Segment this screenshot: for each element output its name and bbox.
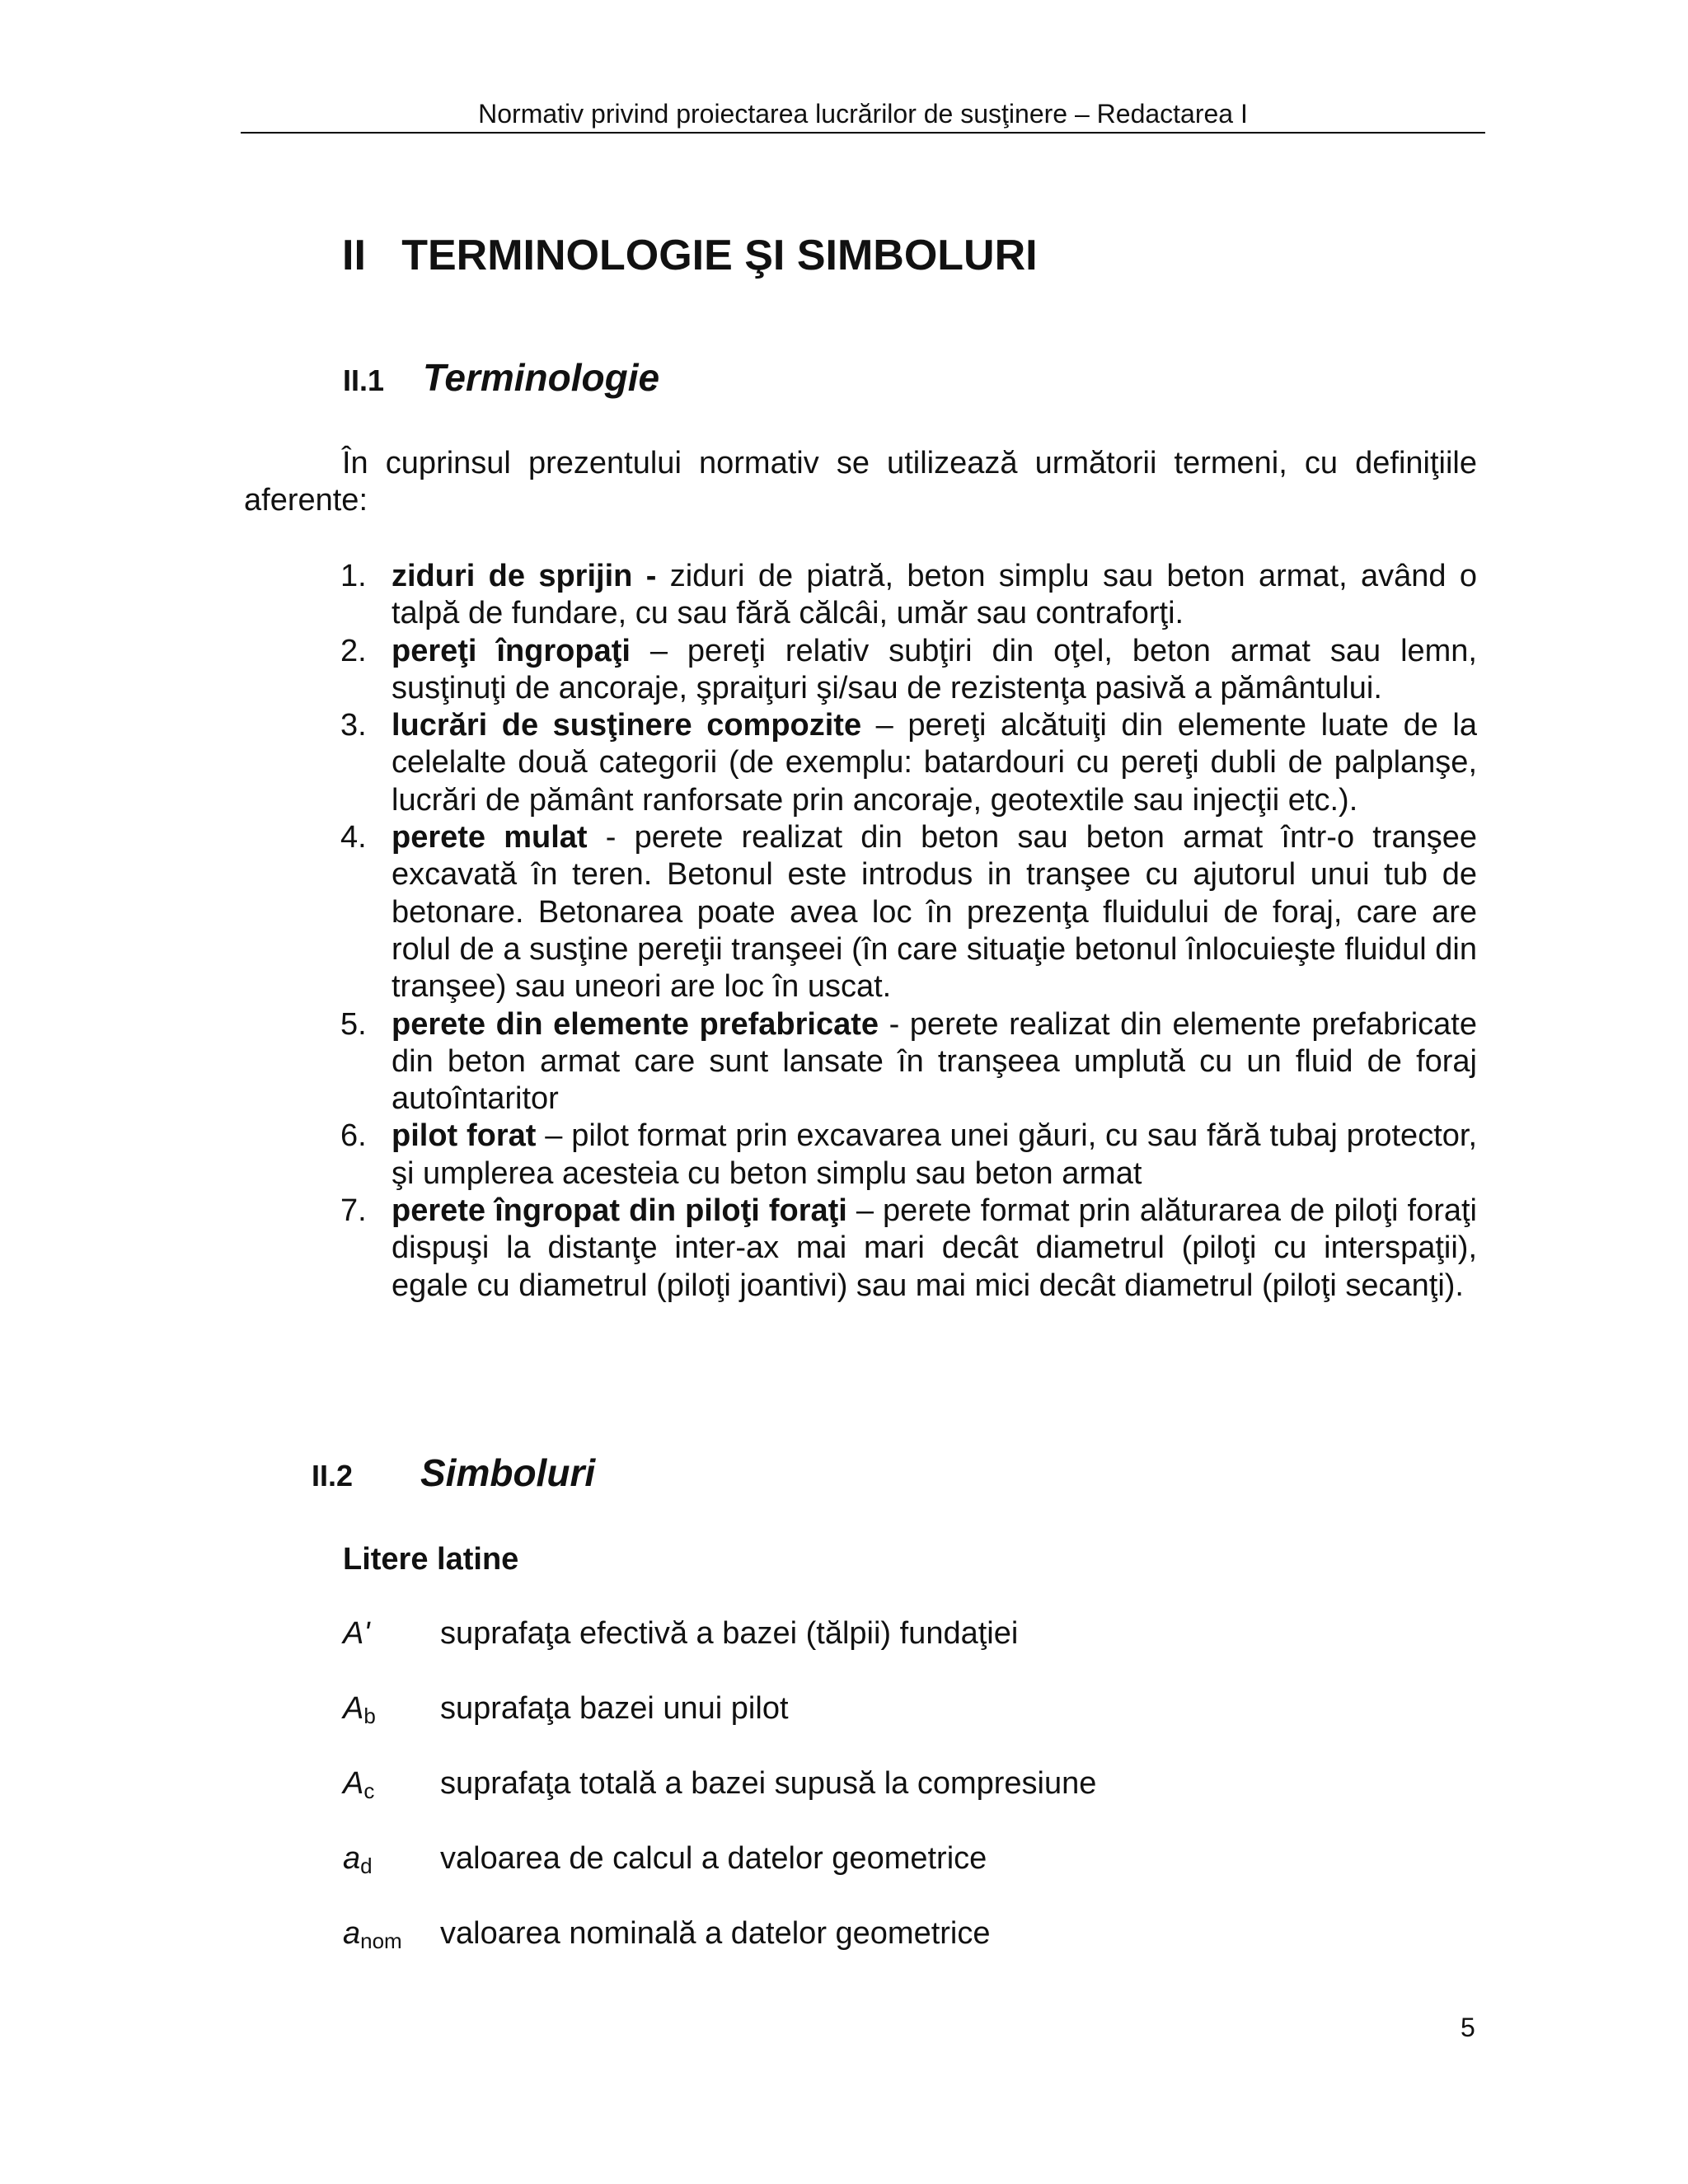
symbol: $a_{nom}$ (343, 1916, 402, 1953)
symbol-row (343, 1913, 1480, 1954)
section-1-number: II.1 (343, 363, 385, 397)
term-definition: - perete realizat din beton sau beton armat într-o tranşee excavată în teren. Betonul este introdus in tranşee cu ajutorul unui tub de betonare. Betonarea poate avea loc în prezenţa fluidului de foraj, care are rolul de a susţine pereţii tranşeei (în care situaţie betonul înlocuieşte fluidul din tranşee) sau uneori are loc în uscat. (392, 820, 1477, 1005)
term-number: 3. (340, 708, 367, 743)
term-number: 4. (340, 820, 367, 855)
term-definition: – pereţi relativ subţiri din oţel, beton armat sau lemn, susţinuţi de ancoraje, şpraiţuri şi/sau de rezistenţa pasivă a pământului. (392, 633, 1477, 705)
symbol: $A_c$ (343, 1766, 375, 1803)
symbols-subheading: Litere latine (343, 1542, 519, 1577)
term-number: 7. (340, 1193, 367, 1229)
term-item (340, 819, 1477, 1005)
term-item (340, 633, 1477, 708)
term-name: perete îngropat din piloţi foraţi (392, 1193, 847, 1229)
term-number: 5. (340, 1006, 367, 1042)
section-2-title: Simboluri (420, 1451, 596, 1494)
symbol: A' (343, 1616, 370, 1651)
term-name: lucrări de susţinere compozite (392, 708, 862, 743)
term-number: 6. (340, 1118, 367, 1154)
term-item (340, 1006, 1477, 1118)
term-name: pereţi îngropaţi (392, 633, 631, 668)
term-number: 1. (340, 559, 367, 593)
term-item (340, 1118, 1477, 1193)
term-item (340, 707, 1477, 819)
term-number: 2. (340, 633, 367, 668)
running-header: Normativ privind proiectarea lucrărilor de susţinere – Redactarea I (478, 99, 1248, 129)
page-number: 5 (1461, 2013, 1475, 2042)
section-2-number: II.2 (312, 1459, 354, 1493)
term-definition: – pilot format prin excavarea unei găuri, cu sau fără tubaj protector, şi umplerea acesteia cu beton simplu sau beton armat (392, 1118, 1477, 1191)
header-rule (241, 132, 1485, 134)
term-definition: – perete format prin alăturarea de piloţi foraţi dispuşi la distanţe inter-ax mai mari decât diametrul (piloţi cu interspaţii), egale cu diametrul (piloţi joantivi) sau mai mici decât diametrul (piloţi secanţi). (392, 1193, 1477, 1303)
symbol-definition: valoarea de calcul a datelor geometrice (440, 1841, 987, 1876)
intro-paragraph: În cuprinsul prezentului normativ se utilizează următorii termeni, cu definiţiile aferente: (244, 446, 1477, 518)
term-item (340, 558, 1477, 633)
terms-list (340, 558, 1477, 1305)
term-definition: ziduri de piatră, beton simplu sau beton armat, având o talpă de fundare, cu sau fără călcâi, umăr sau contraforţi. (392, 559, 1477, 631)
symbol: $A_b$ (343, 1691, 376, 1728)
term-definition: - perete realizat din elemente prefabricate din beton armat care sunt lansate în tranşeea umplută cu un fluid de foraj autoîntaritor (392, 1006, 1477, 1117)
term-name: ziduri de sprijin - (392, 559, 657, 593)
symbol-definition: valoarea nominală a datelor geometrice (440, 1916, 991, 1951)
term-name: perete din elemente prefabricate (392, 1006, 879, 1042)
symbol-row (343, 1838, 1480, 1879)
symbol-definition: suprafaţa totală a bazei supusă la compresiune (440, 1766, 1097, 1801)
symbol-row (343, 1613, 1480, 1654)
symbol-definition: suprafaţa efectivă a bazei (tălpii) fundaţiei (440, 1616, 1019, 1651)
term-definition: – pereţi alcătuiţi din elemente luate de la celelalte două categorii (de exemplu: batardouri cu pereţi dubli de palplanşe, lucrări de pământ ranforsate prin ancoraje, geotextile sau injecţii etc.). (392, 708, 1477, 818)
symbol-row (343, 1688, 1480, 1729)
symbol-row (343, 1763, 1480, 1804)
section-1-title: Terminologie (423, 356, 660, 399)
term-name: perete mulat (392, 820, 588, 855)
chapter-title: II TERMINOLOGIE ŞI SIMBOLURI (342, 232, 1038, 279)
symbol: $a_d$ (343, 1841, 373, 1878)
term-name: pilot forat (392, 1118, 537, 1154)
term-item (340, 1193, 1477, 1305)
symbol-definition: suprafaţa bazei unui pilot (440, 1691, 789, 1726)
